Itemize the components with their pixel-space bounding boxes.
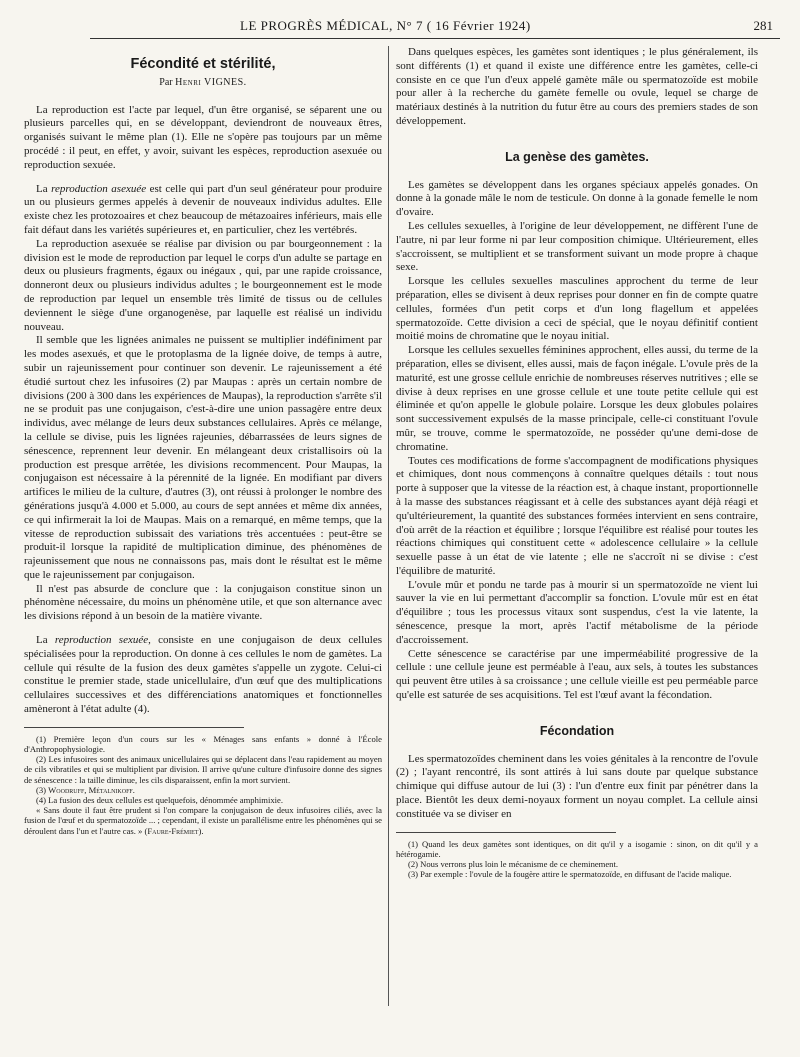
paragraph: Les spermatozoïdes cheminent dans les voies génitales à la rencontre de l'ovule (2) ; l'ayant rencontré, ils sont attirés à lui sans doute par quelque substance chimique qui diffuse autour de lui (3) : l'un d'entre eux finit par pénétrer dans la place. Bientôt les deux demi-noyaux forment un noyau complet. La cellule ainsi constituée va se diviser en: [396, 752, 758, 820]
article-title: Fécondité et stérilité,: [130, 56, 276, 72]
paragraph: Toutes ces modifications de forme s'accompagnent de modifications physiques et chimiques, dont nous commençons à connaître quelques détails : tout nous porte à supposer que la vitesse de la réaction est, à chaque instant, proportionnelle à la masse des substances réagissant et à celle des substances ayant déjà réagi et qu'ultérieurement, la quantité des substances formées intervient en sens contraire, d'où arrêt de la réaction et équilibre ; lorsque l'équilibre est réalisé pour toutes les réactions chimiques qui constituent cette « adolescence cellulaire » la cellule sexuelle passe à un état de vie latente ; elle ne s'accroît ni se divise : c'est l'équilibre de maturité.: [396, 454, 758, 577]
paragraph: Cette sénescence se caractérise par une imperméabilité progressive de la cellule : une cellule jeune est perméable à l'eau, aux sels, à toutes les substances qui peuvent être utiles à sa croissance ; une cellule vieille est peu perméable parce qu'elle est saturée de ses acquisitions. Tel est l'œuf avant la fécondation.: [396, 647, 758, 702]
emphasis-term: reproduction sexuée: [54, 634, 149, 647]
paragraph: [24, 634, 382, 717]
paragraph-text: La: [36, 634, 55, 647]
paragraph: [24, 183, 382, 238]
paragraph: Il n'est pas absurde de conclure que : la conjugaison constitue sinon un phénomène nécessaire, du moins un phénomène utile, et que son alternance avec les divisions répond à un besoin de la matière vivante.: [24, 582, 382, 623]
paragraph: L'ovule mûr et pondu ne tarde pas à mourir si un spermatozoïde ne vient lui sauver la vie en lui permettant d'accomplir sa fonction. L'ovule mûr est en état d'équilibre ; tous les processus vitaux sont suspendus, c'est la vie latente, la sénescence, presque la mort, après l'actif métabolisme de la période d'accroissement.: [396, 578, 758, 646]
paragraph: Les cellules sexuelles, à l'origine de leur développement, ne diffèrent l'une de l'autre, ni par leur forme ni par leur composition chimique. Ultérieurement, elles s'accroissent, se multiplient et se transforment suivant un mode propre à chaque sexe.: [396, 219, 758, 274]
paragraph-text: est celle qui part d'un seul générateur pour produire un ou plusieurs germes appelés à devenir de nouveaux individus adultes. Elle existe chez les protozoaires et chez beaucoup de métazoaires inférieurs, mais elle fait défaut dans les variétés supérieures et, en particulier, chez les vertébrés.: [24, 182, 383, 236]
footnote-rule: [24, 727, 244, 728]
paragraph: Lorsque les cellules sexuelles féminines approchent, elles aussi, du terme de la préparation, elles se divisent, elles aussi, mais de façon inégale. L'ovule près de la maturité, est une grosse cellule enrichie de nombreuses réserves nutritives ; elle se divise à deux reprises en une grosse cellule et une toute petite cellule qui est éliminée et qu'on appelle le globule polaire. Lorsque les deux globules polaires sont successivement expulsés de la masse principale, celle-ci constituant l'ovule mûr, se trouve, comme le spermatozoïde, ne posséder qu'une demi-dose de chromatine.: [396, 344, 758, 453]
footnote: [24, 805, 382, 836]
paragraph: Dans quelques espèces, les gamètes sont identiques ; le plus généralement, ils sont différents (1) et quand il existe une différence entre les gamètes, celle-ci consiste en ce que l'un d'eux appelé gamète mâle ou spermatozoïde est mobile pour aller à la recherche du gamète femelle ou ovule, lequel se charge de matériaux destinés à la nutrition du futur être au cours des premiers stades de son développement.: [396, 46, 758, 127]
footnote: (1) Quand les deux gamètes sont identiques, on dit qu'il y a isogamie : sinon, on dit qu'il y a hétérogamie.: [396, 838, 758, 859]
running-title: LE PROGRÈS MÉDICAL, N° 7 ( 16 Février 1924): [240, 18, 531, 33]
header-rule: [90, 38, 780, 39]
footnote: (2) Nous verrons plus loin le mécanisme de ce cheminement.: [408, 859, 619, 870]
footnote: (3) Woodruff, Métalnikoff.: [36, 784, 135, 795]
footnote: (2) Les infusoires sont des animaux unicellulaires qui se déplacent dans l'eau rapidement au moyen de cils vibratiles et qui se multiplient par division. Il arrive qu'une culture d'infusoire donne des signes de sénescence : la taille diminue, les cils disparaissent, enfin la mort survient.: [24, 754, 382, 785]
section-heading-gametes: La genèse des gamètes.: [505, 149, 649, 164]
paragraph: Il semble que les lignées animales ne puissent se multiplier indéfiniment par les modes asexués, et que le protoplasma de la lignée doive, de temps à autre, subir un rajeunissement pour continuer son devenir. Le rajeunissement a été étudié surtout chez les infusoires (2) par Maupas : après un certain nombre de divisions (200 à 300 dans les expériences de Maupas), la reproduction s'arrête s'il ne se produit pas une conjugaison, c'est-à-dire une union passagère entre deux individus, avec mélange de leurs deux substances cellulaires. Après ce mélange, la cellule se divise, puis les lignées rajeunies, débarrassées de leurs signes de sénescence, reprennent leur devenir. En mélangeant deux cristallisoirs où la production est presque arrêtée, les divisions recommencent. Pour Maupas, la conjugaison est nécessaire à la pérennité de la lignée. En modifiant par divers artifices le milieu de la culture, d'autres (3), ont réussi à prolonger le nombre des générations jusqu'à 4.000 et 5.000, au cours de sept années et même dix années, ce qui infirmerait la loi de Maupas. Mais on a remarqué, en même temps, que la vitesse de reproduction subissait des variations très accentuées : peut-être se produit-il lorsque la rapidité de multiplication diminue, des phénomènes de rajeunissement que nous ne connaissons pas, mais dont le résultat est le même que le rajeunissement par conjugaison.: [24, 334, 382, 581]
footnote: (4) La fusion des deux cellules est quelquefois, dénommée amphimixie.: [36, 795, 284, 806]
quote-text: « Sans doute il faut être prudent si l'on compare la conjugaison de deux infusoires ciliés, avec la fusion de l'œuf et du spermatozoïde ... ; cependant, il existe un parallélisme entre les phénomènes qui se déroulent dans l'un et l'autre cas. » (: [24, 805, 382, 836]
emphasis-term: reproduction asexuée: [51, 182, 147, 195]
paragraph-text: , consiste en une conjugaison de deux cellules spécialisées pour la reproduction. On donne à ces cellules le nom de gamètes. La cellule qui résulte de la fusion des deux gamètes s'appelle un zygote. Celui-ci constitue le premier stade, stade unicellulaire, d'un œuf que des multiplications cellulaires successives et des différenciations anatomiques et fonctionnelles amèneront à l'état adulte (4).: [24, 634, 383, 716]
right-column: [396, 46, 758, 879]
left-column: [24, 46, 382, 836]
byline: [24, 76, 382, 90]
paragraph: La reproduction asexuée se réalise par division ou par bourgeonnement : la division est le mode de reproduction par lequel le corps d'un adulte se partage en deux ou plusieurs fragments, égaux ou inégaux , qui, par une rapide croissance, donneront deux ou plusieurs individus adultes ; le bourgeonnement est le mode de reproduction par lequel un ensemble très limité de tissus ou de cellules deviennent le siège d'une organogenèse, par laquelle est réalisé un individu nouveau.: [24, 237, 382, 333]
author-name: Henri VIGNES.: [175, 76, 247, 88]
footnote-rule: [396, 832, 616, 833]
paragraph: Lorsque les cellules sexuelles masculines approchent du terme de leur préparation, elles se divisent à deux reprises pour donner en fin de compte quatre cellules, formées d'un petit corps et d'un long flagellum et appelées spermatozoïde. Cette division a ceci de spécial, que le noyau définitif contient moitié moins de chromatine que le noyau initial.: [396, 275, 758, 343]
quote-author: Faure-Frémiet: [147, 825, 199, 836]
footnote-authors: Woodruff, Métalnikoff.: [48, 784, 135, 795]
paragraph: La reproduction est l'acte par lequel, d'un être organisé, se séparent une ou plusieurs parcelles qui, en se développant, deviendront de nouveaux êtres, organisés suivant le même plan (1). Elle ne s'opère pas toujours par un même procédé : il peut, en effet, y avoir, suivant les espèces, reproduction asexuée ou reproduction sexuée.: [24, 103, 382, 171]
footnote: (3) Par exemple : l'ovule de la fougère attire le spermatozoïde, en diffusant de l'acide malique.: [408, 869, 732, 880]
paragraph-text: La: [36, 182, 52, 195]
footnote: (1) Première leçon d'un cours sur les « Ménages sans enfants » donné à l'École d'Anthropophysiologie.: [24, 733, 382, 755]
quote-close: ).: [198, 825, 204, 836]
page-number: 281: [753, 18, 773, 33]
byline-prefix: Par: [159, 76, 173, 88]
column-divider: [388, 46, 389, 1006]
paragraph: Les gamètes se développent dans les organes spéciaux appelés gonades. On donne à la gonade mâle le nom de testicule. On donne à la gonade femelle le nom d'ovaire.: [396, 178, 758, 219]
running-header: [85, 18, 775, 34]
section-heading-fecondation: Fécondation: [539, 723, 615, 738]
